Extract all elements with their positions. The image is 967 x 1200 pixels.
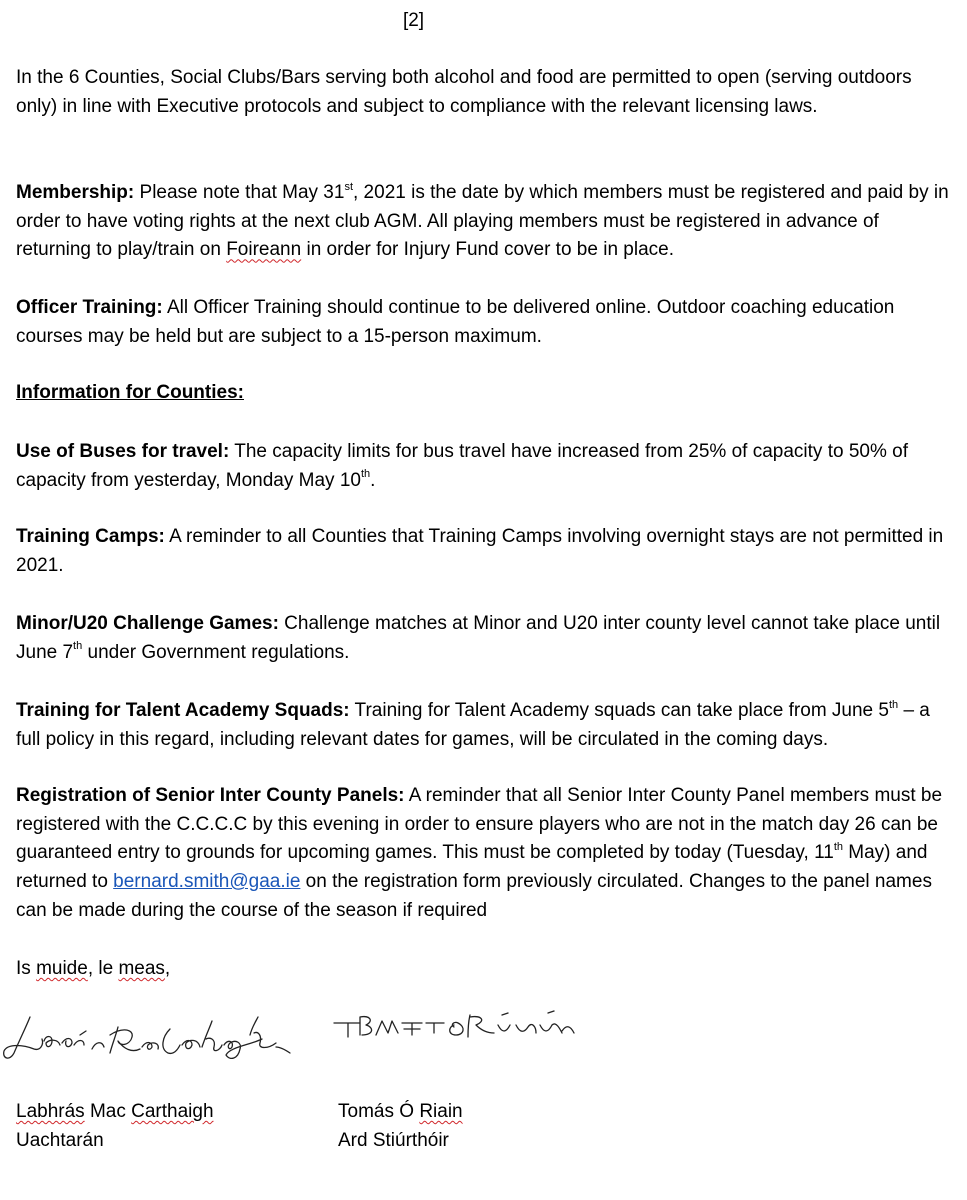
signatory-title: Uachtarán <box>16 1130 104 1151</box>
spellcheck-foireann[interactable]: Foireann <box>226 239 302 261</box>
page-number: [2] <box>402 10 425 31</box>
officer-training-heading: Officer Training: <box>16 297 163 318</box>
registration-heading: Registration of Senior Inter County Panels: <box>16 785 405 806</box>
training-camps-paragraph: Training Camps: A reminder to all Counties that Training Camps involving overnight stays are not permitted in 2021. <box>16 526 944 576</box>
signatory-title: Ard Stiúrthóir <box>338 1130 449 1151</box>
signature-image-director <box>330 1003 580 1043</box>
buses-heading: Use of Buses for travel: <box>16 441 230 462</box>
training-camps-heading: Training Camps: <box>16 526 165 547</box>
membership-paragraph: Membership: Please note that May 31st, 2021 is the date by which members must be registered and paid by in order to have voting rights at the next club AGM. All playing members must be registered in advance of returning to play/train on Foireann in order for Injury Fund cover to be in place. <box>16 180 949 261</box>
signatory-name: Tomás Ó Riain <box>338 1101 463 1122</box>
talent-academy-paragraph: Training for Talent Academy Squads: Training for Talent Academy squads can take place from June 5th – a full policy in this regard, including relevant dates for games, will be circulated in the coming days. <box>16 698 930 750</box>
intro-paragraph: In the 6 Counties, Social Clubs/Bars serving both alcohol and food are permitted to open (serving outdoors only) in line with Executive protocols and subject to compliance with the relevant licensing laws. <box>16 67 912 117</box>
spellcheck-meas[interactable]: meas <box>118 958 165 979</box>
closing-line: Is muide, le meas, <box>16 958 171 979</box>
membership-heading: Membership: <box>16 182 135 203</box>
counties-section-heading: Information for Counties: <box>16 382 244 403</box>
email-link[interactable]: bernard.smith@gaa.ie <box>113 871 301 893</box>
buses-paragraph: Use of Buses for travel: The capacity limits for bus travel have increased from 25% of capacity to 50% of capacity from yesterday, Monday May 10th. <box>16 441 908 491</box>
spellcheck-muide[interactable]: muide <box>36 958 88 979</box>
registration-paragraph: Registration of Senior Inter County Panels: A reminder that all Senior Inter County Panel members must be registered with the C.C.C.C by this evening in order to ensure players who are not in the match day 26 can be guaranteed entry to grounds for upcoming games. This must be completed by today (Tuesday, 11th May) and returned to bernard.smith@gaa.ie on the registration form previously circulated. Changes to the panel names can be made during the course of the season if required <box>16 785 943 921</box>
signatory-name: Labhrás Mac Carthaigh <box>16 1101 214 1122</box>
minor-u20-heading: Minor/U20 Challenge Games: <box>16 613 279 634</box>
signature-image-president <box>0 1005 300 1065</box>
minor-u20-paragraph: Minor/U20 Challenge Games: Challenge matches at Minor and U20 inter county level cannot take place until June 7th under Government regulations. <box>16 613 941 663</box>
signatory-president <box>16 1097 214 1155</box>
signatory-director <box>338 1097 463 1155</box>
talent-academy-heading: Training for Talent Academy Squads: <box>16 700 350 721</box>
officer-training-paragraph: Officer Training: All Officer Training should continue to be delivered online. Outdoor coaching education courses may be held but are subject to a 15-person maximum. <box>16 297 895 347</box>
